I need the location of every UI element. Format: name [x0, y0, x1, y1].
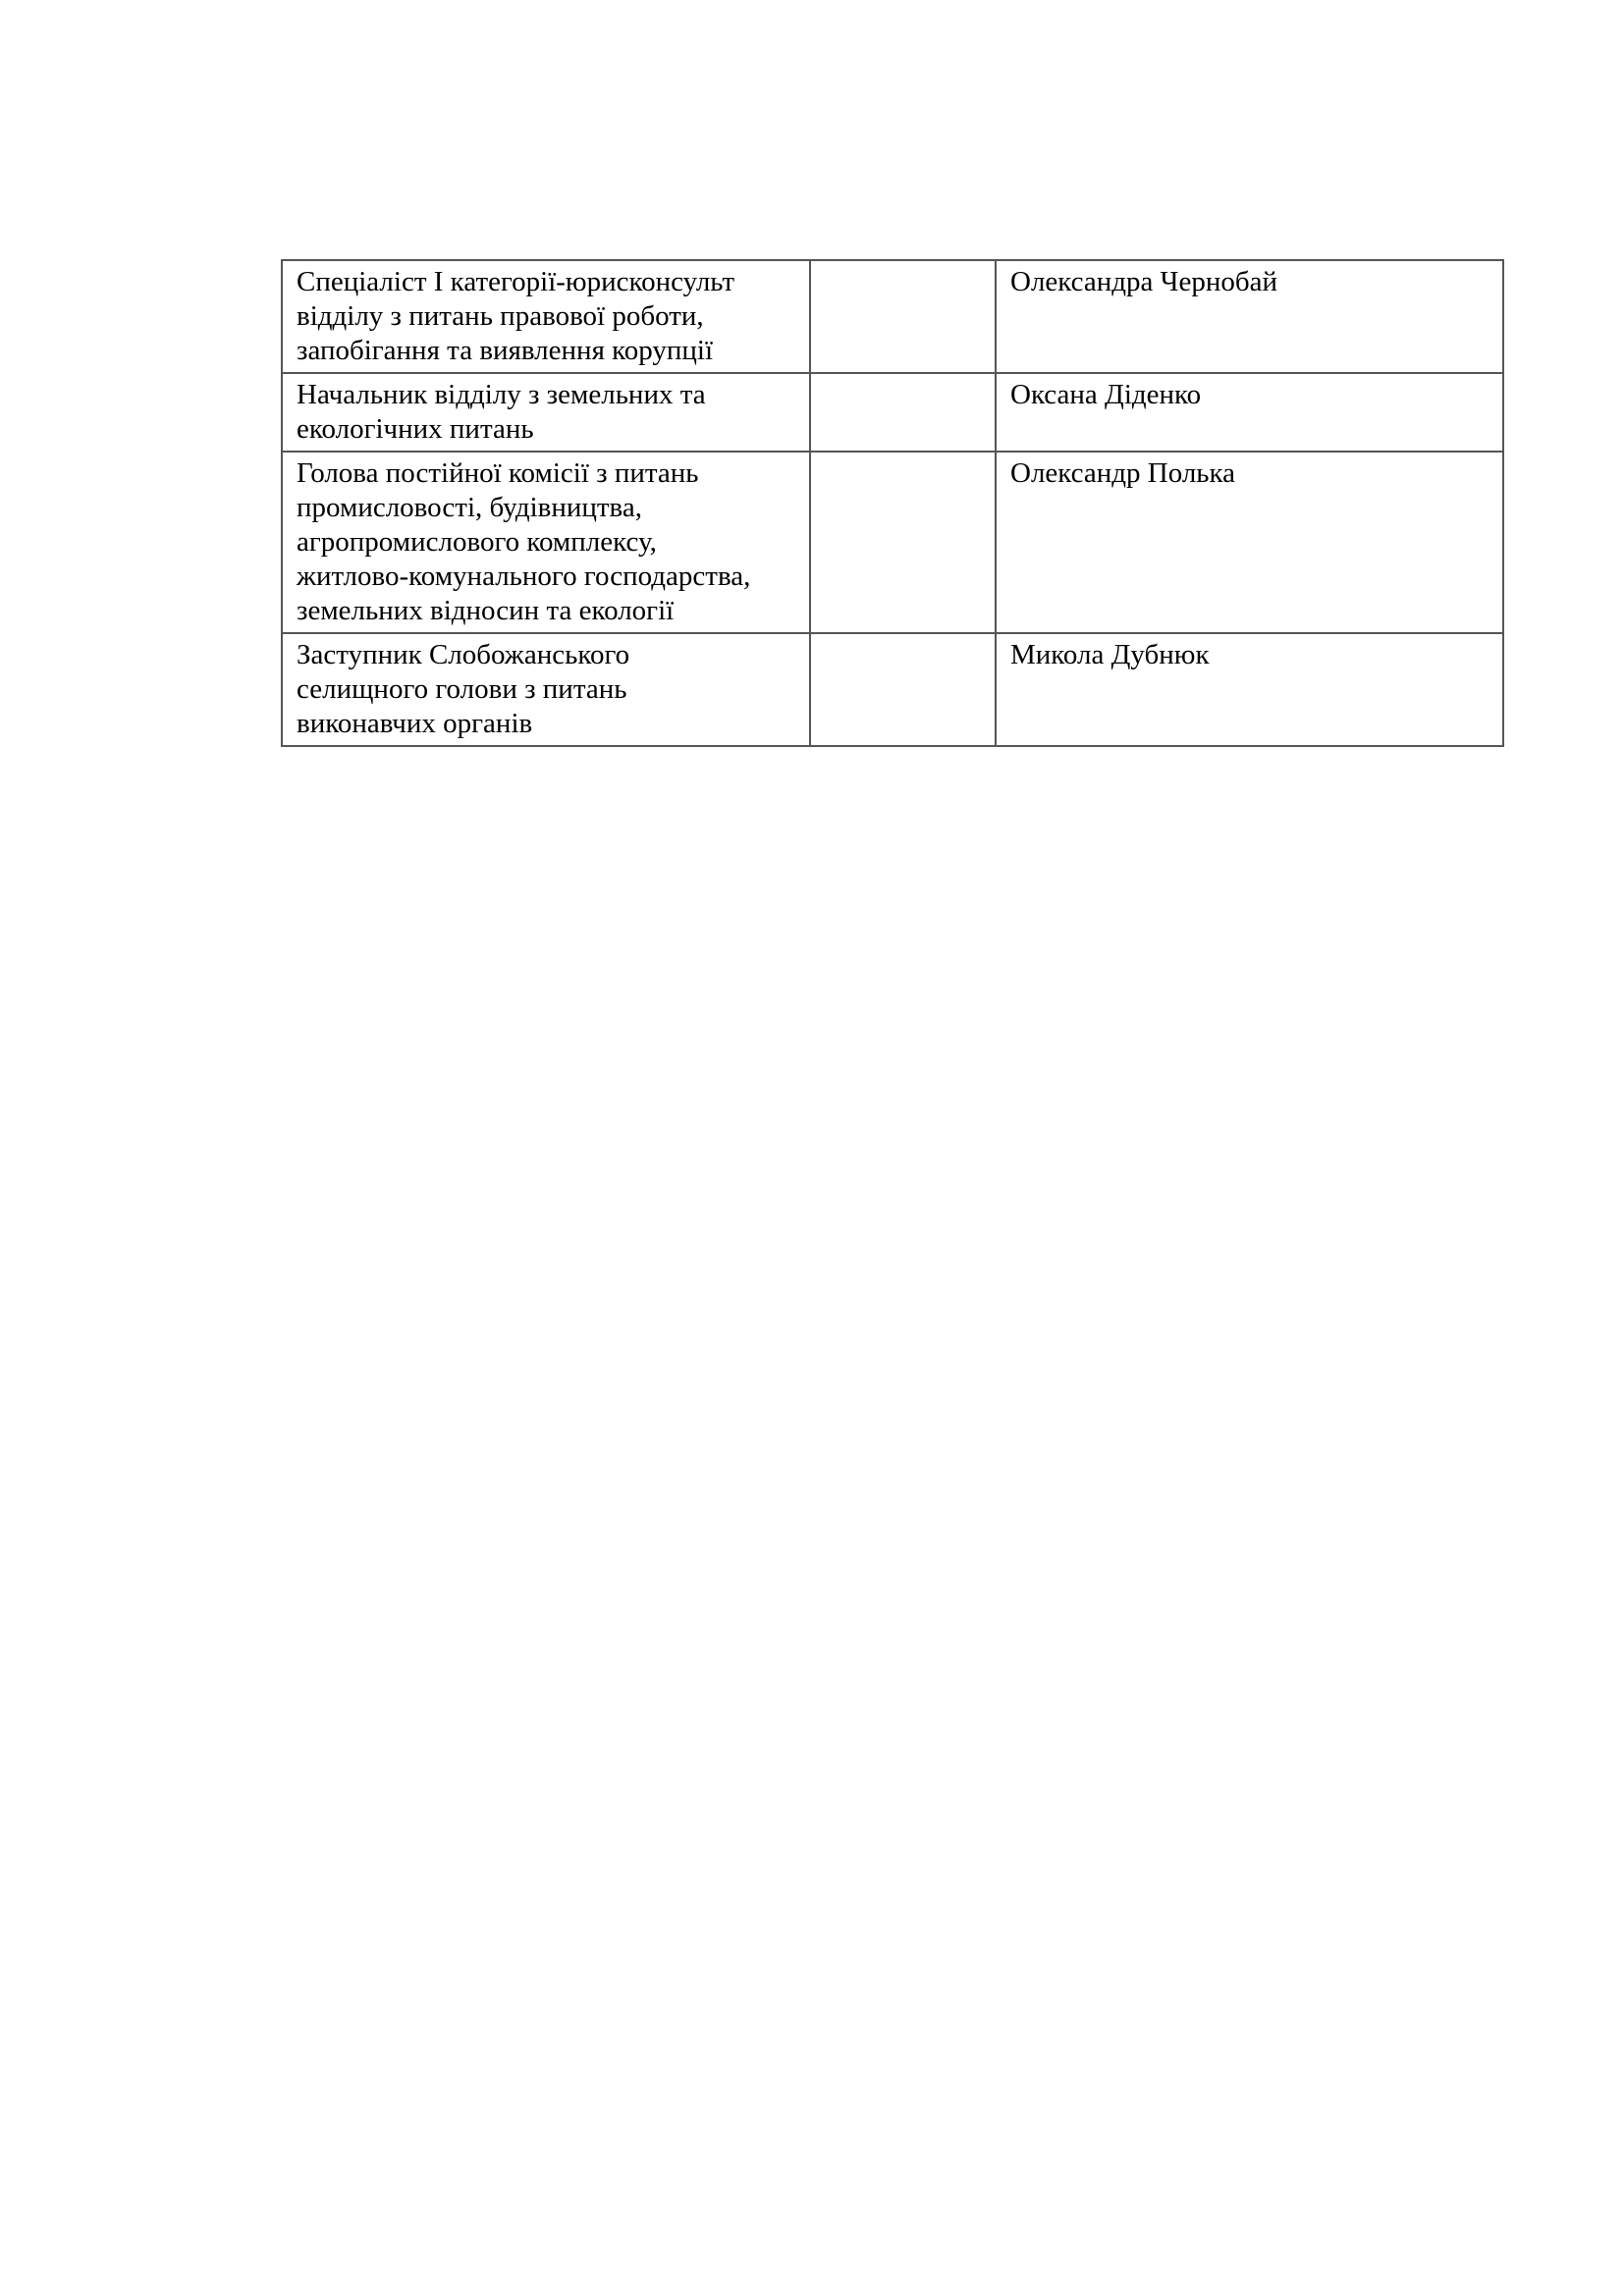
signature-cell: [810, 452, 996, 633]
table-row: [282, 260, 1503, 373]
position-cell: [282, 373, 810, 452]
position-cell: [282, 260, 810, 373]
name-cell: Олександра Чернобай: [996, 260, 1503, 373]
position-line: відділу з питань правової роботи,: [297, 300, 704, 332]
table-row: [282, 452, 1503, 633]
position-line: промисловості, будівництва,: [297, 492, 642, 523]
position-line: виконавчих органів: [297, 708, 533, 739]
approval-table: [281, 259, 1504, 747]
position-line: Голова постійної комісії з питань: [297, 457, 699, 489]
position-cell: [282, 633, 810, 746]
name-cell: Микола Дубнюк: [996, 633, 1503, 746]
position-line: екологічних питань: [297, 413, 534, 445]
position-line: запобігання та виявлення корупції: [297, 335, 714, 366]
name-cell: Олександр Полька: [996, 452, 1503, 633]
position-line: земельних відносин та екології: [297, 595, 675, 626]
position-line: агропромислового комплексу,: [297, 526, 657, 558]
table-row: [282, 373, 1503, 452]
position-cell: [282, 452, 810, 633]
signature-cell: [810, 633, 996, 746]
name-cell: Оксана Діденко: [996, 373, 1503, 452]
signature-cell: [810, 373, 996, 452]
position-line: Спеціаліст І категорії-юрисконсульт: [297, 266, 735, 297]
position-line: житлово-комунального господарства,: [297, 561, 751, 592]
position-line: селищного голови з питань: [297, 673, 627, 705]
position-line: Заступник Слобожанського: [297, 639, 630, 670]
position-line: Начальник відділу з земельних та: [297, 379, 706, 410]
table-row: [282, 633, 1503, 746]
signature-cell: [810, 260, 996, 373]
